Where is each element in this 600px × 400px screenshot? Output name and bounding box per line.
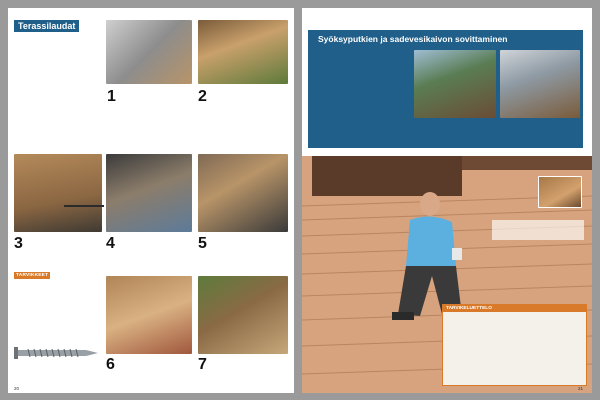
step3-photo — [14, 154, 102, 232]
step3-highlight — [14, 250, 102, 266]
step-number-1: 1 — [107, 88, 116, 105]
downpipe-caption-1 — [414, 122, 496, 136]
step6-caption — [117, 358, 192, 382]
step1-photo — [106, 20, 192, 84]
materials-list — [442, 304, 587, 386]
feature-intro — [318, 50, 410, 136]
step3-caption — [25, 237, 101, 248]
deck-inset-photo — [538, 176, 582, 208]
step4-caption — [117, 237, 192, 267]
step-number-6: 6 — [106, 356, 115, 373]
step5-photo — [198, 154, 288, 232]
left-page — [8, 8, 294, 393]
feature-title: Syöksyputkien ja sadevesikaivon sovittaminen — [318, 34, 508, 44]
step-number-7: 7 — [198, 356, 207, 373]
step5-caption — [209, 237, 289, 267]
step4-photo — [106, 154, 192, 232]
page-number-left: 20 — [14, 386, 20, 391]
inset-caption — [64, 205, 104, 207]
deck-inset-caption — [492, 220, 584, 240]
step-number-4: 4 — [106, 235, 115, 252]
deck-caption — [308, 344, 436, 382]
step6-photo — [106, 276, 192, 354]
tarvikkeet-title: TARVIKKEET — [16, 273, 49, 278]
materials-list-title: TARVIKELUETTELO — [443, 305, 586, 312]
step1-caption — [118, 90, 192, 122]
intro-text — [14, 34, 102, 146]
page-number-right: 21 — [578, 386, 584, 391]
step2-photo — [198, 20, 288, 84]
step7-caption — [209, 358, 289, 382]
feature-box — [308, 30, 583, 148]
step-number-2: 2 — [198, 88, 207, 105]
downpipe-caption-2 — [500, 122, 580, 136]
right-page — [302, 8, 592, 393]
tarvikkeet-text — [14, 282, 100, 332]
downpipe-photo-1 — [414, 50, 496, 118]
step-number-3: 3 — [14, 235, 23, 252]
step-number-5: 5 — [198, 235, 207, 252]
section-title: Terassilaudat — [14, 20, 79, 32]
downpipe-photo-2 — [500, 50, 580, 118]
screw-caption — [14, 338, 50, 352]
step7-photo — [198, 276, 288, 354]
step2-caption — [209, 90, 289, 122]
